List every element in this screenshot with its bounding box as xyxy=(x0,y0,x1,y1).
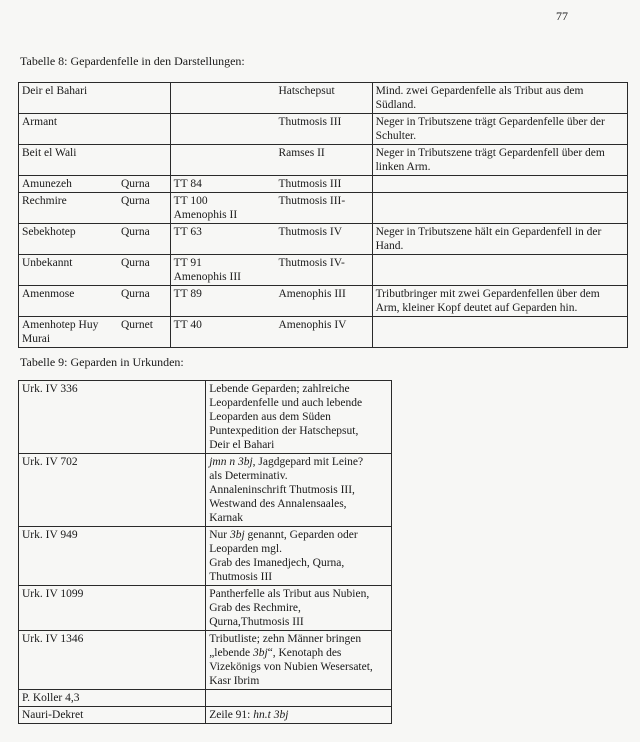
location-cell xyxy=(118,145,170,176)
cell-line: TT 63 xyxy=(173,226,202,238)
cell-line: Neger in Tributszene trägt Gepardenfell über dem xyxy=(375,147,605,159)
reference-cell: Urk. IV 1346 xyxy=(19,631,206,690)
transliteration: 3bj xyxy=(229,529,245,541)
table-9-cheetahs-in-documents xyxy=(18,380,392,724)
cell-line: Amenophis II xyxy=(173,209,238,221)
table-row xyxy=(19,255,628,286)
cell-line: linken Arm. xyxy=(375,161,431,173)
description-cell xyxy=(206,586,392,631)
king-cell xyxy=(275,224,372,255)
description-cell xyxy=(206,707,392,724)
cell-line: Thutmosis III- xyxy=(278,195,346,207)
cell-line: TT 100 xyxy=(173,195,208,207)
table-row xyxy=(19,83,628,114)
king-cell xyxy=(275,286,372,317)
cell-line: Karnak xyxy=(209,512,244,524)
page-number: 77 xyxy=(556,9,568,23)
cell-line: Vizekönigs von Nubien Wesersatet, xyxy=(209,661,373,673)
cell-line: Neger in Tributszene trägt Gepardenfelle über der xyxy=(375,116,605,128)
site-cell: Sebekhotep xyxy=(19,224,118,255)
note-cell xyxy=(372,114,627,145)
cell-line: Deir el Bahari xyxy=(209,439,275,451)
cell-line: TT 89 xyxy=(173,288,202,300)
cell-line: Thutmosis III xyxy=(278,116,342,128)
note-cell xyxy=(372,193,627,224)
cell-line: Schulter. xyxy=(375,130,417,142)
cell-line: Kasr Ibrim xyxy=(209,675,260,687)
cell-line: Arm, kleiner Kopf deutet auf Geparden hin. xyxy=(375,302,578,314)
cell-line: Pantherfelle als Tribut aus Nubien, xyxy=(209,588,370,600)
table-row xyxy=(19,381,392,454)
table-row xyxy=(19,145,628,176)
description-cell xyxy=(206,454,392,527)
tomb-cell xyxy=(170,83,275,114)
reference-cell: Urk. IV 336 xyxy=(19,381,206,454)
cell-line: Westwand des Annalensaales, xyxy=(209,498,347,510)
cell-line: Amenophis III xyxy=(173,271,242,283)
cell-line: Leoparden mgl. xyxy=(209,543,282,555)
cell-line: Ramses II xyxy=(278,147,325,159)
table-row xyxy=(19,707,392,724)
location-cell: Qurna xyxy=(118,193,170,224)
location-cell: Qurnet xyxy=(118,317,170,348)
location-cell: Qurna xyxy=(118,176,170,193)
cell-line: Zeile 91: hn.t 3bj xyxy=(209,709,289,721)
tomb-cell xyxy=(170,193,275,224)
note-cell xyxy=(372,317,627,348)
tomb-cell xyxy=(170,145,275,176)
reference-cell: Urk. IV 1099 xyxy=(19,586,206,631)
transliteration: hn.t 3bj xyxy=(253,709,289,721)
king-cell xyxy=(275,83,372,114)
note-cell xyxy=(372,176,627,193)
table-row xyxy=(19,586,392,631)
cell-line: Hatschepsut xyxy=(278,85,335,97)
cell-line: Tributbringer mit zwei Gepardenfellen über dem xyxy=(375,288,600,300)
table-row xyxy=(19,193,628,224)
cell-line: Lebende Geparden; zahlreiche xyxy=(209,383,350,395)
note-cell xyxy=(372,286,627,317)
cell-line: Qurna,Thutmosis III xyxy=(209,616,304,628)
cell-line: „lebende 3bj“, Kenotaph des xyxy=(209,647,342,659)
site-cell: Unbekannt xyxy=(19,255,118,286)
description-cell xyxy=(206,381,392,454)
note-cell xyxy=(372,83,627,114)
cell-line: Mind. zwei Gepardenfelle als Tribut aus dem xyxy=(375,85,584,97)
cell-line: Grab des Imanedjech, Qurna, xyxy=(209,557,345,569)
site-cell: Amenmose xyxy=(19,286,118,317)
tomb-cell xyxy=(170,176,275,193)
site-cell: Amunezeh xyxy=(19,176,118,193)
king-cell xyxy=(275,176,372,193)
cell-line: Grab des Rechmire, xyxy=(209,602,301,614)
reference-cell: Nauri-Dekret xyxy=(19,707,206,724)
king-cell xyxy=(275,317,372,348)
location-cell: Qurna xyxy=(118,255,170,286)
cell-line: Tributliste; zehn Männer bringen xyxy=(209,633,362,645)
site-cell: Rechmire xyxy=(19,193,118,224)
cell-line: Thutmosis IV xyxy=(278,226,343,238)
transliteration: 3bj xyxy=(252,647,268,659)
tomb-cell xyxy=(170,286,275,317)
cell-line: TT 40 xyxy=(173,319,202,331)
table-9-caption: Tabelle 9: Geparden in Urkunden: xyxy=(20,355,184,369)
cell-line: TT 91 xyxy=(173,257,202,269)
tomb-cell xyxy=(170,255,275,286)
cell-line: Südland. xyxy=(375,99,417,111)
reference-cell: P. Koller 4,3 xyxy=(19,690,206,707)
description-cell xyxy=(206,631,392,690)
table-row xyxy=(19,317,628,348)
king-cell xyxy=(275,255,372,286)
cell-line: Nur 3bj genannt, Geparden oder xyxy=(209,529,358,541)
king-cell xyxy=(275,114,372,145)
tomb-cell xyxy=(170,114,275,145)
table-row xyxy=(19,631,392,690)
location-cell xyxy=(118,83,170,114)
site-cell: Amenhotep Huy Murai xyxy=(19,317,118,348)
cell-line: jmn n 3bj, Jagdgepard mit Leine? xyxy=(209,456,364,468)
table-row xyxy=(19,454,392,527)
cell-line: als Determinativ. xyxy=(209,470,288,482)
table-row xyxy=(19,690,392,707)
table-row xyxy=(19,224,628,255)
cell-line: TT 84 xyxy=(173,178,202,190)
note-cell xyxy=(372,255,627,286)
table-row xyxy=(19,527,392,586)
location-cell: Qurna xyxy=(118,286,170,317)
note-cell xyxy=(372,145,627,176)
description-cell xyxy=(206,527,392,586)
note-cell xyxy=(372,224,627,255)
cell-line: Leopardenfelle und auch lebende xyxy=(209,397,363,409)
cell-line: Hand. xyxy=(375,240,404,252)
location-cell: Qurna xyxy=(118,224,170,255)
cell-line: Amenophis IV xyxy=(278,319,347,331)
description-cell xyxy=(206,690,392,707)
site-cell: Beit el Wali xyxy=(19,145,118,176)
table-row xyxy=(19,114,628,145)
tomb-cell xyxy=(170,317,275,348)
table-8-cheetah-skins xyxy=(18,82,628,348)
cell-line: Neger in Tributszene hält ein Gepardenfell in der xyxy=(375,226,602,238)
site-cell: Armant xyxy=(19,114,118,145)
reference-cell: Urk. IV 949 xyxy=(19,527,206,586)
table-8-caption: Tabelle 8: Gepardenfelle in den Darstellungen: xyxy=(20,54,245,68)
cell-line: Annaleninschrift Thutmosis III, xyxy=(209,484,355,496)
cell-line: Leoparden aus dem Süden xyxy=(209,411,331,423)
table-row xyxy=(19,286,628,317)
king-cell xyxy=(275,193,372,224)
transliteration: jmn n 3bj xyxy=(209,456,253,468)
site-cell: Deir el Bahari xyxy=(19,83,118,114)
location-cell xyxy=(118,114,170,145)
cell-line: Thutmosis III xyxy=(209,571,273,583)
cell-line: Thutmosis IV- xyxy=(278,257,345,269)
king-cell xyxy=(275,145,372,176)
tomb-cell xyxy=(170,224,275,255)
table-row xyxy=(19,176,628,193)
cell-line: Amenophis III xyxy=(278,288,346,300)
cell-line: Thutmosis III xyxy=(278,178,342,190)
cell-line: Puntexpedition der Hatschepsut, xyxy=(209,425,359,437)
reference-cell: Urk. IV 702 xyxy=(19,454,206,527)
